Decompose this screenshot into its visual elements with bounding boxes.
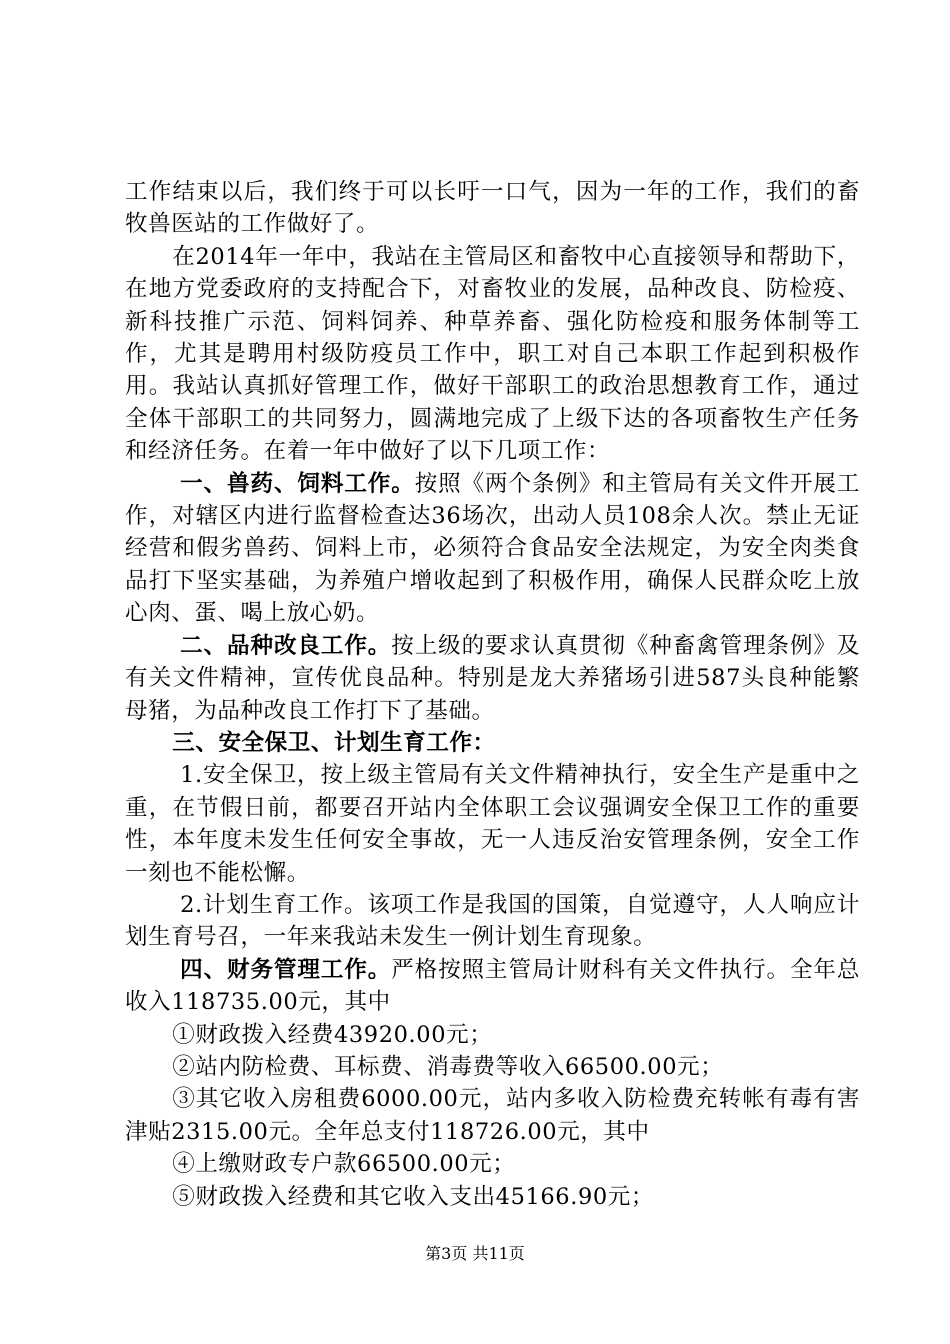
paragraph-intro: 工作结束以后，我们终于可以长吁一口气，因为一年的工作，我们的畜牧兽医站的工作做好了。 [125,179,860,238]
list-item: 2.计划生育工作。该项工作是我国的国策，自觉遵守，人人响应计划生育号召，一年来我站未发生一例计划生育现象。 [125,891,860,951]
section-finance [125,954,860,1019]
section-heading-safety: 三、安全保卫、计划生育工作： [172,729,496,756]
page-number-footer: 第3页 共11页 [425,1244,525,1263]
section-heading: 一、兽药、饲料工作。 [180,470,415,497]
list-item: ③其它收入房租费6000.00元，站内多收入防检费充转帐有毒有害津贴2315.00元。全年总支付118726.00元，其中 [125,1086,860,1145]
document-body [125,176,860,1213]
list-item: ②站内防检费、耳标费、消毒费等收入66500.00元； [172,1053,724,1080]
section-body: 按上级的要求认真贯彻《种畜禽管理条例》及有关文件精神，宣传优良品种。特别是龙大养猪场引进587头良种能繁母猪，为品种改良工作打下了基础。 [125,632,860,724]
list-item: 1.安全保卫，按上级主管局有关文件精神执行，安全生产是重中之重，在节假日前，都要召开站内全体职工会议强调安全保卫工作的重要性，本年度未发生任何安全事故，无一人违反治安管理条例，安全工作一刻也不能松懈。 [125,762,860,886]
list-item: ⑤财政拨入经费和其它收入支出45166.90元； [172,1183,655,1210]
section-breed-improvement [125,630,860,727]
section-body: 严格按照主管局计财科有关文件执行。全年总收入118735.00元，其中 [125,956,860,1016]
section-body: 按照《两个条例》和主管局有关文件开展工作，对辖区内进行监督检查达36场次，出动人员108余人次。禁止无证经营和假劣兽药、饲料上市，必须符合食品安全法规定，为安全肉类食品打下坚实基础，为养殖户增收起到了积极作用，确保人民群众吃上放心肉、蛋、喝上放心奶。 [125,470,860,627]
section-veterinary-feed [125,468,860,630]
paragraph-summary: 在2014年一年中，我站在主管局区和畜牧中心直接领导和帮助下，在地方党委政府的支持配合下，对畜牧业的发展，品种改良、防检疫、新科技推广示范、饲料饲养、种草养畜、强化防检疫和服务体制等工作，尤其是聘用村级防疫员工作中，职工对自己本职工作起到积极作用。我站认真抓好管理工作，做好干部职工的政治思想教育工作，通过全体干部职工的共同努力，圆满地完成了上级下达的各项畜牧生产任务和经济任务。在着一年中做好了以下几项工作： [125,243,860,465]
list-item: ④上缴财政专户款66500.00元； [172,1151,516,1178]
section-heading: 二、品种改良工作。 [180,632,392,659]
list-item: ①财政拨入经费43920.00元； [172,1021,493,1048]
section-heading: 四、财务管理工作。 [180,956,392,983]
